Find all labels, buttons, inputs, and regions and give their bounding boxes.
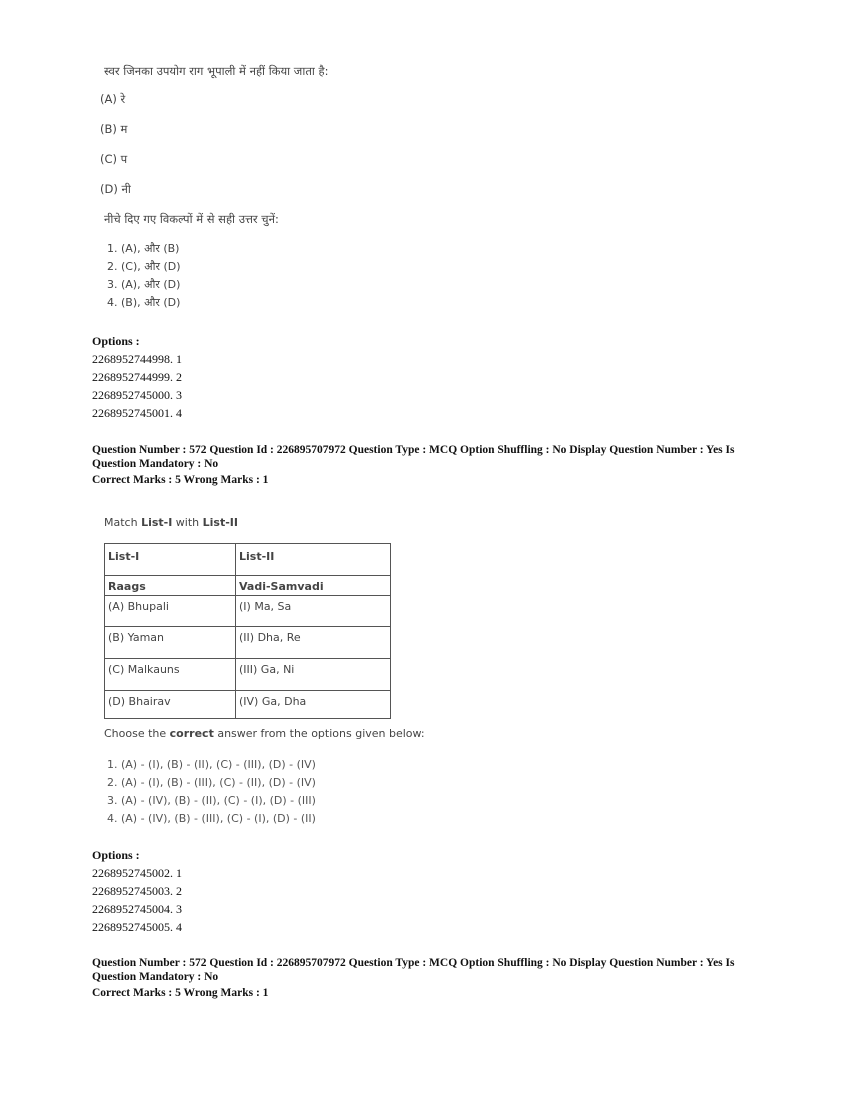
q1-instruction: नीचे दिए गए विकल्पों में से सही उत्तर चुनें:: [104, 212, 279, 226]
match-table: [104, 543, 391, 719]
q2-header-line1: Question Number : 572 Question Id : 226895707972 Question Type : MCQ Option Shuffling : No Display Question Number : Yes Is: [92, 444, 735, 456]
q2-options-label: Options :: [92, 848, 140, 862]
q3-header-line1: Question Number : 572 Question Id : 226895707972 Question Type : MCQ Option Shuffling : No Display Question Number : Yes Is: [92, 957, 735, 969]
q1-options-label: Options :: [92, 334, 140, 348]
table-row: [105, 659, 391, 691]
q3-header-line2: Question Mandatory : No: [92, 971, 219, 983]
table-row: [105, 596, 391, 627]
table-cell: (D) Bhairav: [105, 691, 236, 719]
q2-header-line2: Question Mandatory : No: [92, 458, 219, 470]
q2-answer-1: 1. (A) - (I), (B) - (II), (C) - (III), (D) - (IV): [107, 758, 316, 771]
table-row: [105, 691, 391, 719]
q2-choose-instruction: Choose the correct answer from the options given below:: [104, 727, 425, 740]
q2-match-instruction: Match List-I with List-II: [104, 516, 238, 529]
q1-option-1: 2268952744998. 1: [92, 352, 182, 366]
q2-answer-4: 4. (A) - (IV), (B) - (III), (C) - (I), (D) - (II): [107, 812, 316, 825]
table-row: [105, 627, 391, 659]
table-subheader-vadi: Vadi-Samvadi: [236, 576, 391, 596]
table-header-list2: List-II: [236, 544, 391, 576]
q1-option-4: 2268952745001. 4: [92, 406, 182, 420]
q1-choice-b: (B) म: [100, 122, 128, 136]
q2-answer-2: 2. (A) - (I), (B) - (III), (C) - (II), (D) - (IV): [107, 776, 316, 789]
q1-answer-3: 3. (A), और (D): [107, 278, 181, 291]
table-cell: (II) Dha, Re: [236, 627, 391, 659]
table-cell: (A) Bhupali: [105, 596, 236, 627]
q1-choice-c: (C) प: [100, 152, 128, 166]
q1-choice-d: (D) नी: [100, 182, 131, 196]
table-cell: (C) Malkauns: [105, 659, 236, 691]
table-header-list1: List-I: [105, 544, 236, 576]
q2-option-4: 2268952745005. 4: [92, 920, 182, 934]
q1-option-2: 2268952744999. 2: [92, 370, 182, 384]
table-cell: (I) Ma, Sa: [236, 596, 391, 627]
q1-option-3: 2268952745000. 3: [92, 388, 182, 402]
table-cell: (B) Yaman: [105, 627, 236, 659]
table-cell: (IV) Ga, Dha: [236, 691, 391, 719]
q2-header-line3: Correct Marks : 5 Wrong Marks : 1: [92, 474, 269, 486]
q2-option-1: 2268952745002. 1: [92, 866, 182, 880]
table-cell: (III) Ga, Ni: [236, 659, 391, 691]
q2-answer-3: 3. (A) - (IV), (B) - (II), (C) - (I), (D) - (III): [107, 794, 316, 807]
table-subheader-raags: Raags: [105, 576, 236, 596]
q2-option-2: 2268952745003. 2: [92, 884, 182, 898]
q1-answer-4: 4. (B), और (D): [107, 296, 181, 309]
q1-prompt: स्वर जिनका उपयोग राग भूपाली में नहीं किया जाता है:: [104, 64, 329, 78]
q1-answer-2: 2. (C), और (D): [107, 260, 181, 273]
q1-answer-1: 1. (A), और (B): [107, 242, 180, 255]
q3-header-line3: Correct Marks : 5 Wrong Marks : 1: [92, 987, 269, 999]
q1-choice-a: (A) रे: [100, 92, 126, 106]
q2-option-3: 2268952745004. 3: [92, 902, 182, 916]
